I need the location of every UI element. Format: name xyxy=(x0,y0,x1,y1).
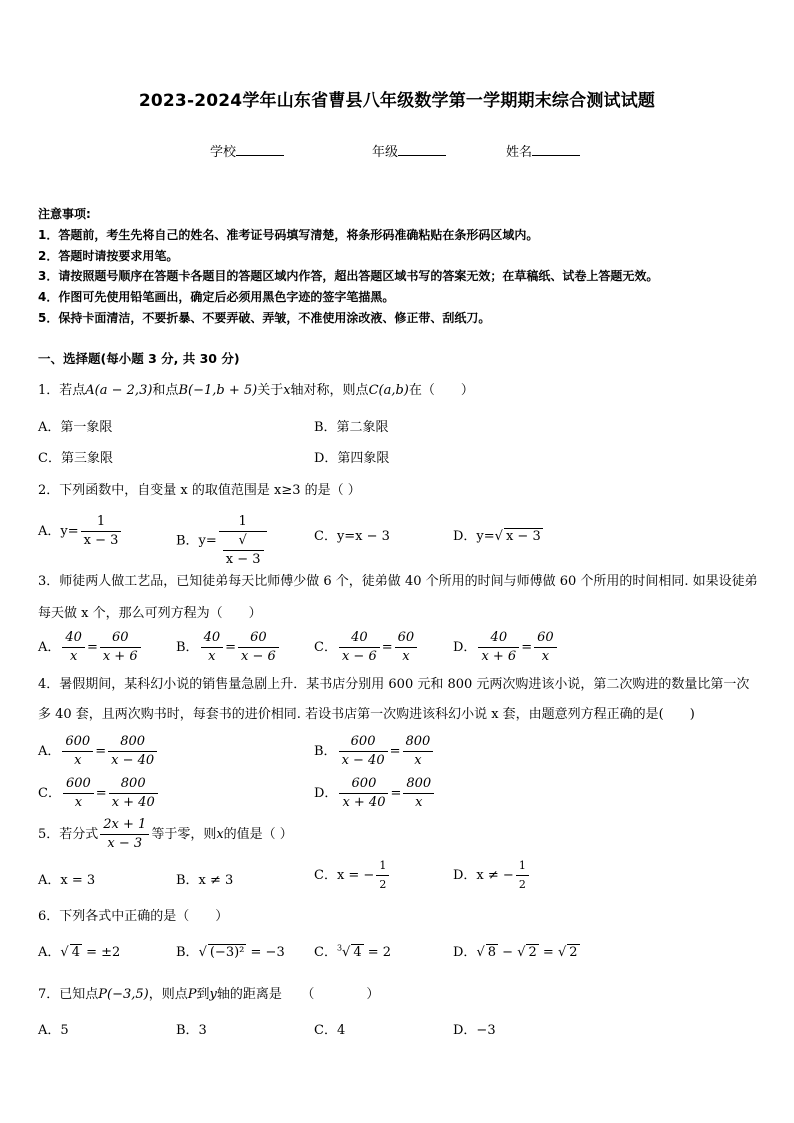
q6-option-a[interactable] xyxy=(38,941,120,960)
q2-option-a[interactable] xyxy=(38,513,123,550)
q7-option-a[interactable]: A．5 xyxy=(38,1023,69,1038)
q7-axis: y xyxy=(209,987,217,1002)
q4-c-rd: x + 40 xyxy=(109,793,158,812)
q3-b-ld: x xyxy=(201,647,224,666)
q2-d-radicand: x − 3 xyxy=(505,529,541,544)
name-field xyxy=(506,141,580,160)
q7-point: P(−3,5) xyxy=(98,987,149,1002)
question-7 xyxy=(38,983,379,1002)
section-heading: 一、选择题(每小题 3 分, 共 30 分) xyxy=(38,351,240,366)
q4-b-ld: x − 40 xyxy=(339,751,388,770)
q5-text-1: 5．若分式 xyxy=(38,827,99,842)
q5-option-a[interactable]: A．x = 3 xyxy=(38,873,96,888)
q3-b-left-fraction xyxy=(201,629,224,666)
q5-c-num: 1 xyxy=(379,859,387,872)
q2-a-num: 1 xyxy=(96,514,106,529)
grade-blank xyxy=(398,143,446,156)
q1-point-a: A(a − 2,3) xyxy=(85,383,153,398)
q5-num: 2x + 1 xyxy=(103,817,147,832)
q1-text-2: 和点 xyxy=(152,383,179,398)
q6-d-label: D． xyxy=(453,945,477,960)
q1-text-4: 轴对称，则点 xyxy=(290,383,369,398)
q2-b-fraction xyxy=(219,513,267,569)
q5-option-d[interactable] xyxy=(453,857,531,894)
q4-a-ln: 600 xyxy=(65,734,91,749)
q4-a-ld: x xyxy=(62,751,93,770)
q4-a-rn: 800 xyxy=(120,734,146,749)
name-label: 姓名 xyxy=(506,145,533,160)
q6-d-radical-sign-1: √ xyxy=(476,945,485,960)
q6-c-root-index: 3 xyxy=(336,943,343,953)
q4-c-right-fraction xyxy=(109,775,158,812)
q5-c-label: C．x = − xyxy=(314,868,375,883)
q7-option-d[interactable]: D．−3 xyxy=(453,1023,496,1038)
q5-text-3: 的值是（ ） xyxy=(223,827,293,842)
q6-a-label: A． xyxy=(38,945,61,960)
q4-b-rn: 800 xyxy=(405,734,431,749)
q3-d-ld: x + 6 xyxy=(478,647,519,666)
q4-d-rd: x xyxy=(403,793,434,812)
q3-c-ln: 40 xyxy=(351,630,368,645)
q7-option-b[interactable]: B．3 xyxy=(176,1023,207,1038)
q4-c-label: C． xyxy=(38,786,61,801)
q5-c-fraction xyxy=(376,857,389,894)
q7-text-4: 轴的距离是 （ ） xyxy=(216,987,380,1002)
q6-b-radical-sign: √ xyxy=(198,945,207,960)
question-4: 4．暑假期间，某科幻小说的销售量急剧上升．某书店分别用 600 元和 800 元两次购进该小说，第二次购进的数量比第一次多 40 套，且两次购书时，每套书的进价相同. 若设书店第一次购进该科幻小说 x 套，由题意列方程正确的是( ) xyxy=(38,677,750,722)
q7-option-c[interactable]: C．4 xyxy=(314,1023,346,1038)
q4-c-left-fraction xyxy=(63,775,94,812)
q1-option-d[interactable]: D．第四象限 xyxy=(314,451,390,466)
q3-d-rd: x xyxy=(534,647,557,666)
q7-text-3: 到 xyxy=(196,987,210,1002)
q6-d-equals: = xyxy=(538,945,558,960)
q6-d-minus: − xyxy=(498,945,518,960)
q5-option-b[interactable]: B．x ≠ 3 xyxy=(176,873,234,888)
q3-c-rd: x xyxy=(395,647,418,666)
q5-d-label: D．x ≠ − xyxy=(453,868,514,883)
q4-a-left-fraction xyxy=(62,733,93,770)
q3-c-label: C． xyxy=(314,640,337,655)
q2-option-d[interactable] xyxy=(453,525,543,544)
q6-b-label: B． xyxy=(176,945,199,960)
q6-c-radical-sign: √ xyxy=(342,945,351,960)
q4-b-left-fraction xyxy=(339,733,388,770)
q1-axis: x xyxy=(283,383,291,398)
q5-text-2: 等于零，则 xyxy=(151,827,217,842)
q1-option-b[interactable]: B．第二象限 xyxy=(314,420,389,435)
q5-fraction xyxy=(100,816,149,853)
q1-text-1: 若点 xyxy=(59,383,86,398)
q3-option-b[interactable]: B． $\frac{40}{x}$ = $\frac{60}{x - 6}$ xyxy=(176,629,281,666)
q3-c-rn: 60 xyxy=(397,630,415,645)
q1-num: 1． xyxy=(38,383,60,398)
q4-option-a[interactable]: A． $\frac{600}{x}$ = $\frac{800}{x - 40}$ xyxy=(38,733,159,770)
notes-heading: 注意事项: xyxy=(38,207,91,221)
q4-d-ld: x + 40 xyxy=(339,793,388,812)
q2-b-num: 1 xyxy=(238,514,247,529)
question-2: 2．下列函数中，自变量 x 的取值范围是 x≥3 的是（ ） xyxy=(38,483,361,498)
q6-d-radicand-2: 2 xyxy=(528,945,537,960)
q4-c-ln: 600 xyxy=(65,776,91,791)
q6-b-rest: = −3 xyxy=(246,945,285,960)
q5-den: x − 3 xyxy=(100,834,149,853)
q6-option-c[interactable] xyxy=(314,941,391,960)
q3-option-c[interactable]: C． $\frac{40}{x - 6}$ = $\frac{60}{x}$ xyxy=(314,629,419,666)
q5-d-fraction xyxy=(516,857,529,894)
q3-c-left-fraction xyxy=(339,629,380,666)
q7-point-var: P xyxy=(187,987,197,1002)
q6-b-radicand: (−3)² xyxy=(209,945,245,960)
q3-option-d[interactable]: D． $\frac{40}{x + 6}$ = $\frac{60}{x}$ xyxy=(453,629,559,666)
q3-b-rn: 60 xyxy=(250,630,267,645)
q7-text-2: ，则点 xyxy=(148,987,188,1002)
q1-option-c[interactable]: C．第三象限 xyxy=(38,451,113,466)
note-item: 3．请按照题号顺序在答题卡各题目的答题区域内作答，超出答题区域书写的答案无效；在草稿纸、试卷上答题无效。 xyxy=(38,269,659,284)
q6-c-rest: = 2 xyxy=(363,945,392,960)
q3-b-rd: x − 6 xyxy=(238,647,279,666)
q3-a-rd: x + 6 xyxy=(100,647,141,666)
q5-d-num: 1 xyxy=(518,859,526,872)
q3-a-right-fraction xyxy=(100,629,141,666)
q2-a-label: A．y= xyxy=(38,524,79,539)
q4-b-rd: x xyxy=(403,751,434,770)
q2-d-radical-sign: √ xyxy=(494,529,503,544)
note-item: 2．答题时请按要求用笔。 xyxy=(38,248,179,263)
q4-d-left-fraction xyxy=(339,775,388,812)
note-item: 4．作图可先使用铅笔画出，确定后必须用黑色字迹的签字笔描黑。 xyxy=(38,290,395,305)
q5-var: x xyxy=(216,827,224,842)
q6-d-radicand-1: 8 xyxy=(487,945,497,960)
q3-b-label: B． xyxy=(176,640,199,655)
question-6: 6．下列各式中正确的是（ ） xyxy=(38,909,229,924)
q4-b-label: B． xyxy=(314,744,337,759)
q2-a-fraction xyxy=(81,513,122,550)
q6-c-radicand: 4 xyxy=(353,945,362,960)
q3-option-a[interactable]: A． $\frac{40}{x}$ = $\frac{60}{x + 6}$ xyxy=(38,629,143,666)
q6-a-radical-sign: √ xyxy=(60,945,69,960)
q4-c-ld: x xyxy=(63,793,94,812)
notes-block xyxy=(38,204,658,329)
q2-b-radicand: x − 3 xyxy=(223,550,264,569)
q3-a-rn: 60 xyxy=(111,630,129,645)
q5-option-c[interactable] xyxy=(314,857,391,894)
q1-point-c: C(a,b) xyxy=(368,383,409,398)
q4-a-rd: x − 40 xyxy=(108,751,157,770)
question-3: 3．师徒两人做工艺品，已知徒弟每天比师傅少做 6 个，徒弟做 40 个所用的时间与师傅做 60 个所用的时间相同. 如果设徒弟每天做 x 个，那么可列方程为（ ） xyxy=(38,574,758,621)
note-item: 5．保持卡面清洁，不要折暴、不要弄破、弄皱，不准使用涂改液、修正带、刮纸刀。 xyxy=(38,310,491,325)
q4-d-label: D． xyxy=(314,786,338,801)
q5-c-den: 2 xyxy=(376,875,389,894)
q3-a-ln: 40 xyxy=(65,630,82,645)
q4-option-d[interactable]: D． $\frac{600}{x + 40}$ = $\frac{800}{x}$ xyxy=(314,775,436,812)
q3-b-ln: 40 xyxy=(203,630,221,645)
q6-option-d[interactable] xyxy=(453,941,580,960)
q3-d-left-fraction xyxy=(478,629,519,666)
q3-c-ld: x − 6 xyxy=(339,647,380,666)
q4-b-right-fraction xyxy=(403,733,434,770)
q3-b-right-fraction xyxy=(238,629,279,666)
q6-a-rest: = ±2 xyxy=(81,945,121,960)
q5-d-den: 2 xyxy=(516,875,529,894)
q6-c-label: C． xyxy=(314,945,337,960)
q4-d-rn: 800 xyxy=(406,776,432,791)
q1-text-5: 在（ ） xyxy=(408,383,474,398)
grade-field xyxy=(372,141,446,160)
q2-b-label: B．y= xyxy=(176,533,217,549)
question-5 xyxy=(38,816,293,853)
q4-d-right-fraction xyxy=(403,775,434,812)
q1-text-3: 关于 xyxy=(257,383,284,398)
q2-b-radical-sign: √ xyxy=(238,533,247,548)
q2-option-b[interactable] xyxy=(176,513,269,569)
q3-d-label: D． xyxy=(453,640,477,655)
q4-c-rn: 800 xyxy=(120,776,146,791)
q6-d-radical-sign-2: √ xyxy=(517,945,526,960)
q6-d-radicand-3: 2 xyxy=(569,945,578,960)
q4-a-label: A． xyxy=(38,744,61,759)
grade-label: 年级 xyxy=(372,145,399,160)
school-label: 学校 xyxy=(210,145,237,160)
name-blank xyxy=(532,143,580,156)
q2-a-den: x − 3 xyxy=(81,531,122,550)
q3-a-ld: x xyxy=(62,647,85,666)
q4-b-ln: 600 xyxy=(350,734,376,749)
q6-a-radicand: 4 xyxy=(71,945,80,960)
note-item: 1．答题前，考生先将自己的姓名、准考证号码填写清楚，将条形码准确粘贴在条形码区域内。 xyxy=(38,227,539,242)
school-field xyxy=(210,141,284,160)
q3-c-right-fraction xyxy=(395,629,418,666)
q3-a-label: A． xyxy=(38,640,61,655)
q2-b-den xyxy=(219,531,267,569)
q4-option-c[interactable]: C． $\frac{600}{x}$ = $\frac{800}{x + 40}$ xyxy=(38,775,160,812)
q4-d-ln: 600 xyxy=(351,776,377,791)
q3-d-right-fraction xyxy=(534,629,557,666)
q3-d-ln: 40 xyxy=(490,630,508,645)
q1-option-a[interactable]: A．第一象限 xyxy=(38,420,113,435)
q4-a-right-fraction xyxy=(108,733,157,770)
q6-option-b[interactable] xyxy=(176,941,285,960)
q3-d-rn: 60 xyxy=(537,630,554,645)
q1-point-b: B(−1,b + 5) xyxy=(178,383,258,398)
q3-a-left-fraction xyxy=(62,629,85,666)
exam-title: 2023-2024学年山东省曹县八年级数学第一学期期末综合测试试题 xyxy=(138,91,656,111)
question-1 xyxy=(38,379,474,398)
school-blank xyxy=(236,143,284,156)
q7-text-1: 7．已知点 xyxy=(38,987,99,1002)
q6-d-radical-sign-3: √ xyxy=(557,945,567,960)
q2-d-label: D．y= xyxy=(453,529,495,544)
q2-option-c[interactable]: C．y=x − 3 xyxy=(314,529,390,544)
q4-option-b[interactable]: B． $\frac{600}{x - 40}$ = $\frac{800}{x}$ xyxy=(314,733,435,770)
